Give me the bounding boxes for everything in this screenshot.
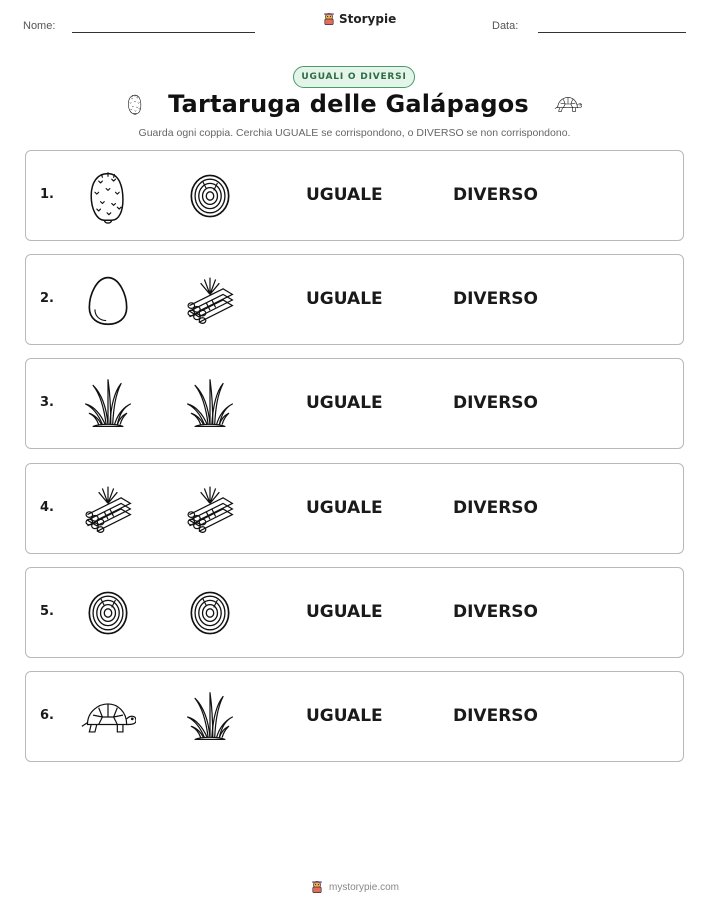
sugarcane-bundle-icon	[80, 481, 136, 537]
question-row	[25, 254, 684, 345]
left-picture	[78, 689, 138, 745]
page-title: Tartaruga delle Galápagos	[168, 90, 529, 118]
storypie-logo-icon	[310, 880, 324, 894]
question-row	[25, 150, 684, 241]
footer-url: mystorypie.com	[328, 881, 399, 893]
tree-ring-icon	[182, 168, 238, 224]
sugarcane-bundle-icon	[182, 481, 238, 537]
option-uguale[interactable]: UGUALE	[306, 393, 383, 413]
option-diverso[interactable]: DIVERSO	[453, 602, 538, 622]
question-number: 3.	[40, 395, 54, 410]
question-number: 2.	[40, 291, 54, 306]
option-uguale[interactable]: UGUALE	[306, 602, 383, 622]
option-uguale[interactable]: UGUALE	[306, 289, 383, 309]
worksheet-type-badge: UGUALI O DIVERSI	[293, 66, 415, 88]
left-picture	[78, 168, 138, 224]
question-number: 6.	[40, 708, 54, 723]
tortoise-icon	[80, 689, 136, 745]
grass-icon	[182, 376, 238, 432]
option-diverso[interactable]: DIVERSO	[453, 185, 538, 205]
cactus-icon	[80, 168, 136, 224]
right-picture	[180, 689, 240, 745]
grass-icon	[182, 689, 238, 745]
storypie-logo-icon	[322, 12, 336, 26]
option-uguale[interactable]: UGUALE	[306, 706, 383, 726]
date-line[interactable]	[538, 32, 686, 33]
question-row	[25, 567, 684, 658]
question-number: 5.	[40, 604, 54, 619]
left-picture	[78, 376, 138, 432]
right-picture	[180, 376, 240, 432]
option-diverso[interactable]: DIVERSO	[453, 706, 538, 726]
egg-icon	[80, 272, 136, 328]
name-line[interactable]	[72, 32, 255, 33]
option-diverso[interactable]: DIVERSO	[453, 289, 538, 309]
left-picture	[78, 585, 138, 641]
question-row	[25, 358, 684, 449]
title-row	[0, 90, 709, 118]
right-picture	[180, 272, 240, 328]
tortoise-icon	[551, 90, 585, 118]
sugarcane-bundle-icon	[182, 272, 238, 328]
right-picture	[180, 585, 240, 641]
question-number: 1.	[40, 187, 54, 202]
grass-icon	[80, 376, 136, 432]
option-diverso[interactable]: DIVERSO	[453, 393, 538, 413]
left-picture	[78, 272, 138, 328]
storypie-logo	[322, 12, 396, 26]
name-label: Nome:	[23, 20, 56, 32]
option-diverso[interactable]: DIVERSO	[453, 498, 538, 518]
option-uguale[interactable]: UGUALE	[306, 498, 383, 518]
right-picture	[180, 168, 240, 224]
tree-ring-icon	[182, 585, 238, 641]
logo-text: Storypie	[339, 12, 397, 26]
question-row	[25, 671, 684, 762]
instructions: Guarda ogni coppia. Cerchia UGUALE se corrispondono, o DIVERSO se non corrispondono.	[138, 127, 571, 139]
cactus-icon	[124, 90, 146, 118]
right-picture	[180, 481, 240, 537]
question-row	[25, 463, 684, 554]
tree-ring-icon	[80, 585, 136, 641]
left-picture	[78, 481, 138, 537]
footer	[0, 880, 709, 894]
question-number: 4.	[40, 500, 54, 515]
date-label: Data:	[492, 20, 519, 32]
option-uguale[interactable]: UGUALE	[306, 185, 383, 205]
